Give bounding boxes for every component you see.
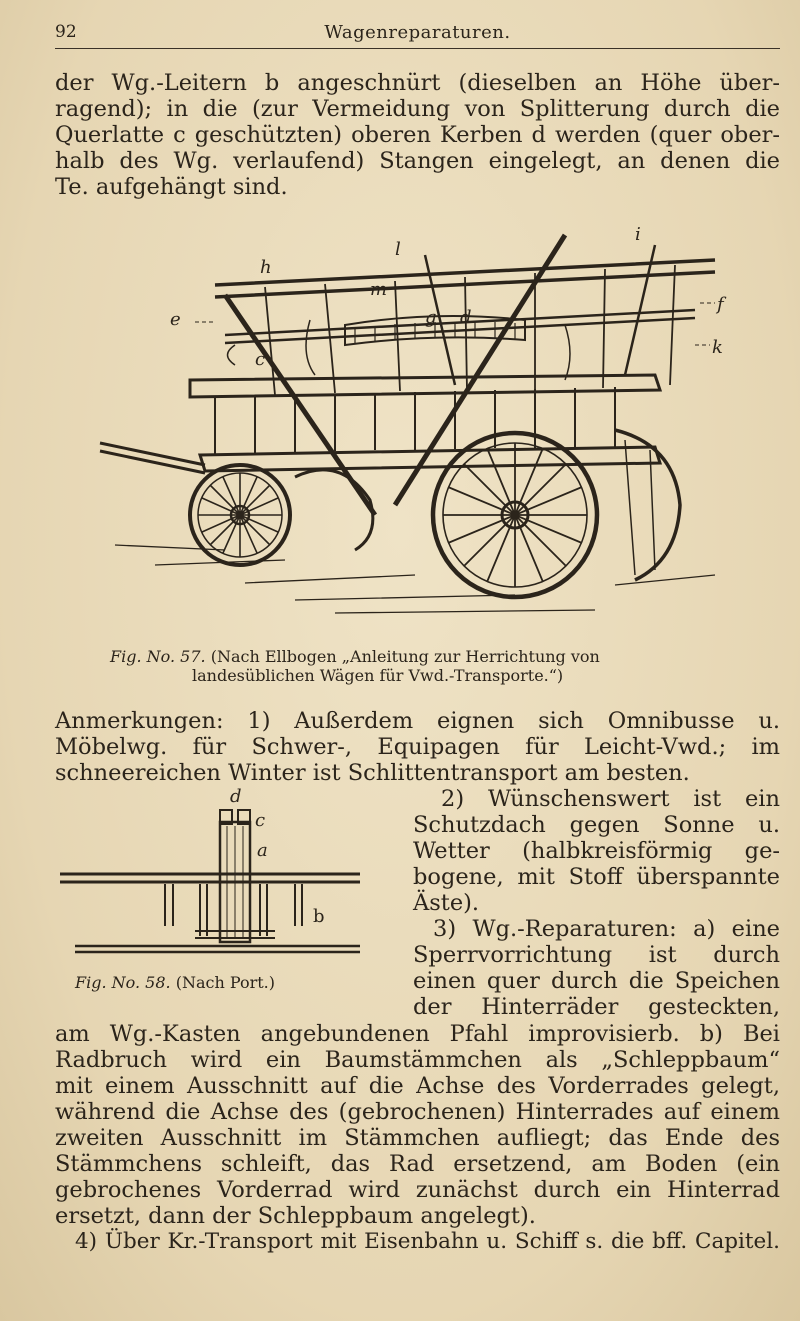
- side-column-text: [413, 786, 780, 1020]
- text-line: der Hinterräder gesteckten,: [413, 994, 780, 1020]
- figure-label: c: [255, 349, 266, 370]
- text-line: Querlatte c geschützten) oberen Kerben d werden (quer ober-: [55, 122, 780, 148]
- figure-number: Fig. No. 58.: [75, 973, 171, 992]
- text-line: Äste).: [413, 890, 480, 916]
- figure-label: c: [255, 810, 266, 831]
- text-line: 4) Über Kr.-Transport mit Eisenbahn u. Schiff s. die bff. Capitel.: [75, 1229, 780, 1254]
- intro-paragraph: [55, 70, 780, 200]
- figure-label: e: [170, 309, 181, 330]
- text-line: halb des Wg. verlaufend) Stangen eingelegt, an denen die: [55, 148, 780, 174]
- text-line: ersetzt, dann der Schleppbaum angelegt).: [55, 1203, 536, 1229]
- text-line: Stämmchens schleift, das Rad ersetzend, am Boden (ein: [55, 1151, 780, 1177]
- figure-label: d: [460, 307, 472, 328]
- figure-label: l: [395, 239, 401, 260]
- figure-label: d: [230, 786, 242, 807]
- text-line: Schutzdach gegen Sonne u.: [413, 812, 780, 838]
- text-line: am Wg.-Kasten angebundenen Pfahl improvisierb. b) Bei: [55, 1021, 780, 1047]
- text-line: Sperrvorrichtung ist durch: [413, 942, 780, 968]
- figure-label: a: [257, 840, 268, 861]
- caption-text: (Nach Ellbogen „Anleitung zur Herrichtung von: [210, 647, 600, 666]
- figure-57-caption: [110, 647, 750, 685]
- wagon-illustration: [95, 215, 735, 640]
- figure-label: h: [260, 257, 272, 278]
- figure-label: i: [635, 224, 641, 245]
- text-line: während die Achse des (gebrochenen) Hinterrades auf einem: [55, 1099, 780, 1125]
- page-header: [55, 20, 780, 49]
- text-line: 2) Wünschenswert ist ein: [441, 786, 780, 812]
- figure-label: m: [370, 279, 388, 300]
- text-line: ragend); in die (zur Vermeidung von Splitterung durch die: [55, 96, 780, 122]
- figure-label: b: [313, 906, 325, 927]
- figure-label: f: [717, 294, 724, 315]
- caption-text: landesüblichen Wägen für Vwd.-Transporte.“): [192, 666, 564, 685]
- figure-label: g: [425, 307, 437, 328]
- brake-post-illustration: [55, 786, 405, 966]
- page-number: 92: [55, 22, 77, 42]
- text-line: mit einem Ausschnitt auf die Achse des Vorderrades gelegt,: [55, 1073, 780, 1099]
- text-line: der Wg.-Leitern b angeschnürt (dieselben an Höhe über-: [55, 70, 780, 96]
- text-line: Möbelwg. für Schwer-, Equipagen für Leicht-Vwd.; im: [55, 734, 780, 760]
- figure-58-caption: [75, 973, 395, 992]
- text-line: Te. aufgehängt sind.: [55, 174, 288, 200]
- text-line: einen quer durch die Speichen: [413, 968, 780, 994]
- running-title: Wagenreparaturen.: [324, 22, 511, 43]
- text-line: schneereichen Winter ist Schlittentransport am besten.: [55, 760, 690, 786]
- text-line: Radbruch wird ein Baumstämmchen als „Schleppbaum“: [55, 1047, 780, 1073]
- figure-label: k: [712, 337, 723, 358]
- caption-text: (Nach Port.): [175, 973, 275, 992]
- notes-paragraph: [55, 708, 780, 786]
- closing-paragraph: [55, 1021, 780, 1255]
- figure-number: Fig. No. 57.: [110, 647, 206, 666]
- text-line: 3) Wg.-Reparaturen: a) eine: [433, 916, 780, 942]
- text-line: Wetter (halbkreisförmig ge-: [413, 838, 780, 864]
- text-line: gebrochenes Vorderrad wird zunächst durch ein Hinterrad: [55, 1177, 780, 1203]
- text-line: Anmerkungen: 1) Außerdem eignen sich Omnibusse u.: [55, 708, 780, 734]
- text-line: bogene, mit Stoff überspannte: [413, 864, 780, 890]
- text-line: zweiten Ausschnitt im Stämmchen aufliegt; das Ende des: [55, 1125, 780, 1151]
